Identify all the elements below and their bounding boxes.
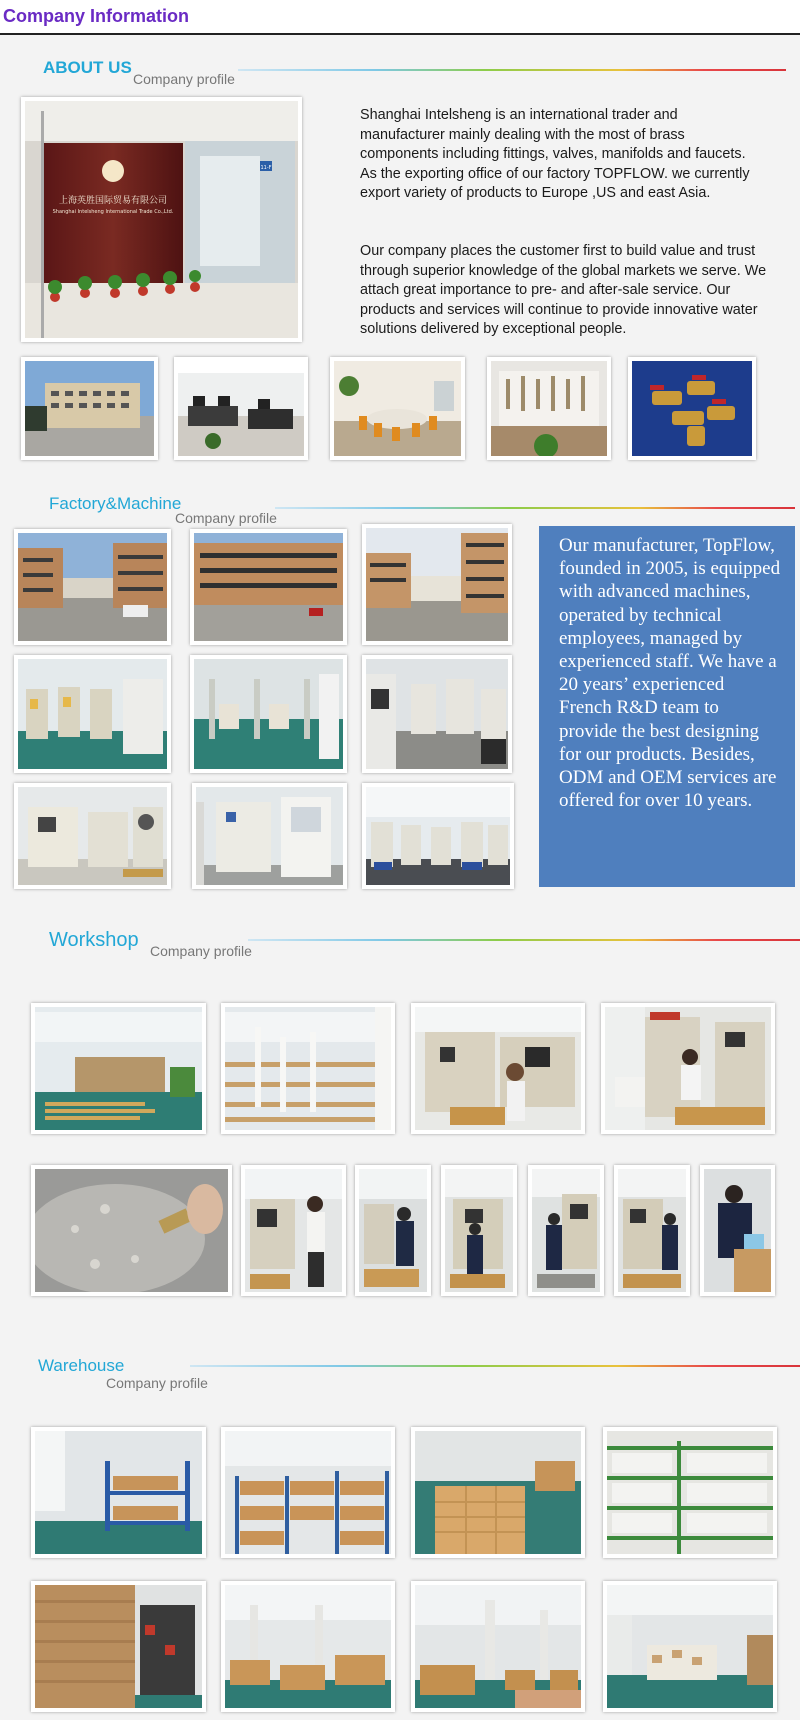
office-photo-building (21, 357, 158, 460)
factory-subtitle: Company profile (175, 510, 277, 526)
office-photo-brass-valves (628, 357, 756, 460)
workshop-divider (248, 939, 800, 941)
factory-photo-2 (190, 529, 347, 645)
about-divider (238, 69, 786, 71)
office-photo-showroom (487, 357, 611, 460)
warehouse-photo-6 (221, 1581, 395, 1712)
workshop-photo-2 (221, 1003, 395, 1134)
about-paragraph-1: Shanghai Intelsheng is an international trader and manufacturer mainly dealing with the most of brass components including fittings, valves, manifolds and faucets. As the exporting office of our factory TOPFLOW. we currently export variety of products to Europe ,US and east Asia. (360, 107, 750, 201)
warehouse-subtitle: Company profile (106, 1375, 208, 1391)
warehouse-photo-1 (31, 1427, 206, 1558)
about-title: ABOUT US (43, 58, 132, 77)
workshop-photo-7 (355, 1165, 431, 1296)
workshop-photo-10 (614, 1165, 690, 1296)
factory-photo-5 (190, 655, 347, 773)
factory-photo-7 (14, 783, 171, 889)
workshop-photo-11 (700, 1165, 775, 1296)
sign-chinese: 上海英胜国际贸易有限公司 (58, 196, 168, 206)
workshop-photo-5 (31, 1165, 232, 1296)
warehouse-photo-4 (603, 1427, 777, 1558)
factory-photo-4 (14, 655, 171, 773)
factory-title: Factory&Machine (49, 494, 182, 513)
warehouse-photo-2 (221, 1427, 395, 1558)
workshop-photo-4 (601, 1003, 775, 1134)
warehouse-photo-8 (603, 1581, 777, 1712)
sign-english: Shanghai Intelsheng International Trade Co.,Ltd. (52, 209, 174, 215)
factory-photo-9 (362, 783, 514, 889)
page-title: Company Information (3, 6, 190, 26)
factory-divider (275, 507, 795, 509)
warehouse-photo-5 (31, 1581, 206, 1712)
factory-description-box: Our manufacturer, TopFlow, founded in 2005, is equipped with advanced machines, operated by technical employees, managed by experienced staff. We have a 20 years’ experienced French R&D team to provide the best designing for our products. Besides, ODM and OEM services are offered for over 10 years. (539, 526, 795, 887)
office-photo-meeting-room (330, 357, 465, 460)
about-paragraph-2: Our company places the customer first to build value and trust through superior knowledge of the global markets we serve. We attach great importance to pre- and after-sale service. Our products and services will continue to provide innovative water solutions delivered by exceptional people. (360, 243, 767, 337)
about-subtitle: Company profile (133, 71, 235, 87)
factory-photo-1 (14, 529, 171, 645)
workshop-photo-9 (528, 1165, 604, 1296)
workshop-subtitle: Company profile (150, 943, 252, 959)
factory-photo-3 (362, 524, 512, 645)
factory-photo-6 (362, 655, 512, 773)
warehouse-photo-7 (411, 1581, 585, 1712)
door-number: 11-F (260, 165, 272, 171)
header-bar (0, 0, 800, 35)
warehouse-photo-3 (411, 1427, 585, 1558)
workshop-photo-6 (241, 1165, 346, 1296)
workshop-title: Workshop (49, 929, 139, 951)
reception-photo (21, 97, 302, 342)
factory-photo-8 (192, 783, 347, 889)
office-photo-desks (174, 357, 308, 460)
workshop-photo-8 (441, 1165, 517, 1296)
workshop-photo-1 (31, 1003, 206, 1134)
workshop-photo-3 (411, 1003, 585, 1134)
warehouse-divider (190, 1365, 800, 1367)
warehouse-title: Warehouse (38, 1356, 125, 1375)
